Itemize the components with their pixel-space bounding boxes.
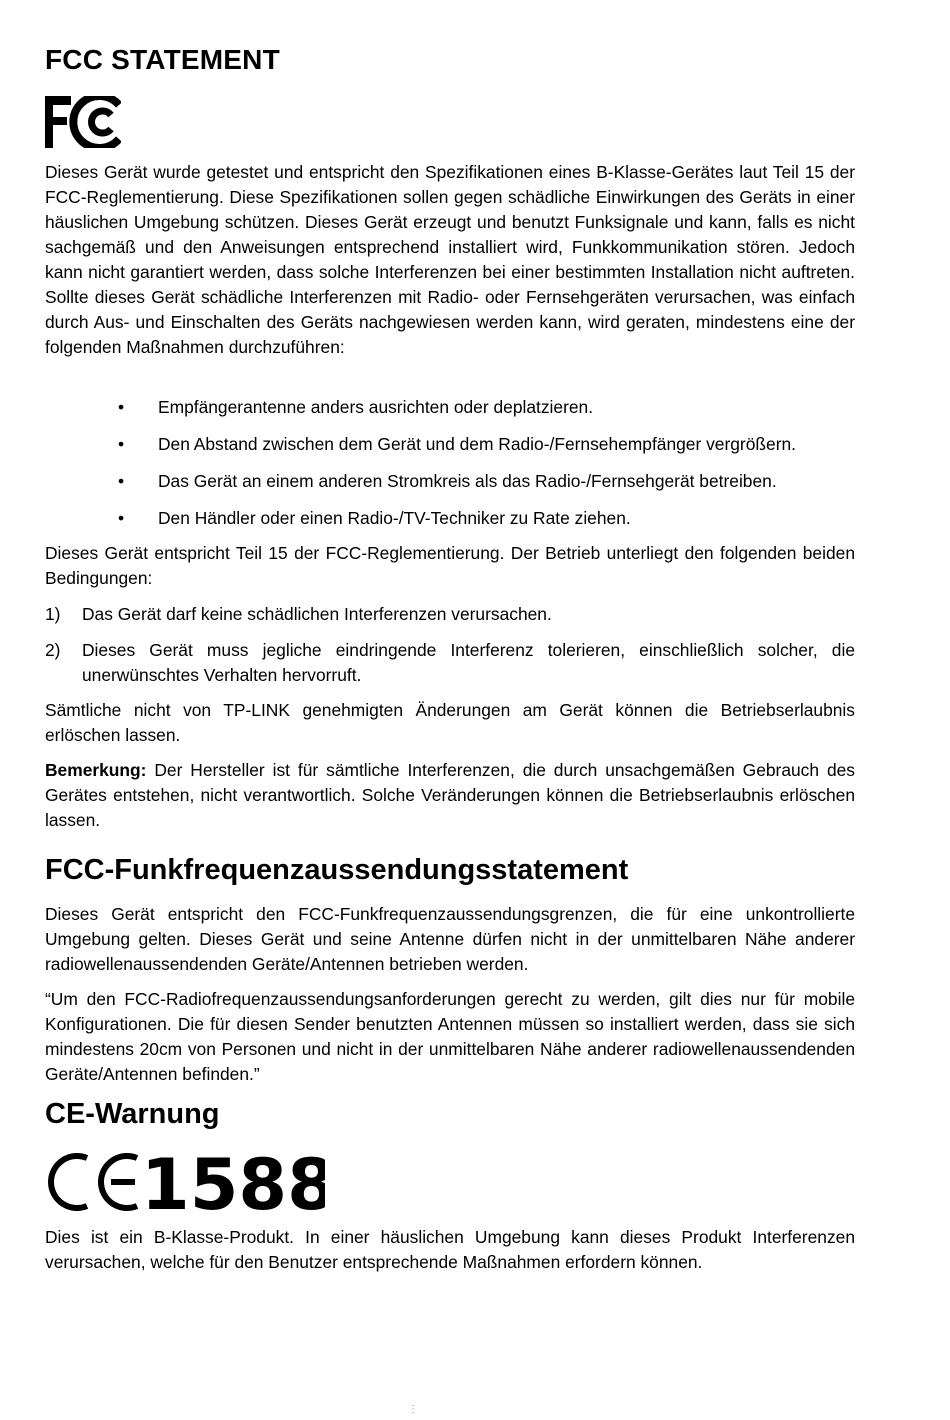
rf-section-title: FCC-Funkfrequenzaussendungsstatement <box>45 854 629 886</box>
measures-list <box>45 395 855 543</box>
list-item: • Das Gerät an einem anderen Stromkreis als das Radio-/Fernsehgerät betreiben. <box>45 469 855 494</box>
list-item <box>45 602 855 627</box>
ce-paragraph: Dies ist ein B-Klasse-Produkt. In einer häuslichen Umgebung kann dieses Produkt Interferenzen verursachen, welche für den Benutzer entsprechende Maßnahmen erfordern können. <box>45 1227 855 1272</box>
page-marker: ⋮ <box>408 1404 418 1415</box>
list-text: Dieses Gerät muss jegliche eindringende Interferenz tolerieren, einschließlich solcher, die unerwünschtes Verhalten hervorruft. <box>82 640 855 685</box>
fcc-intro-paragraph: Dieses Gerät wurde getestet und entspricht den Spezifikationen eines B-Klasse-Gerätes laut Teil 15 der FCC-Reglementierung. Diese Spezifikationen sollen gegen schädliche Einwirkungen des Geräts in einer häuslichen Umgebung schützen. Dieses Gerät erzeugt und benutzt Funksignale und kann, falls es nicht sachgemäß und den Anweisungen entsprechend installiert wird, Funkkommunikation stören. Jedoch kann nicht garantiert werden, dass solche Interferenzen bei einer bestimmten Installation nicht auftreten. Sollte dieses Gerät schädliche Interferenzen mit Radio- oder Fernsehgeräten verursachen, was einfach durch Aus- und Einschalten des Geräts nachgewiesen werden kann, wird geraten, mindestens eine der folgenden Maßnahmen durchzuführen: <box>45 162 855 357</box>
ce-mark-number: 1588 <box>141 1150 325 1214</box>
list-item: • Den Abstand zwischen dem Gerät und dem Radio-/Fernsehempfänger vergrößern. <box>45 432 855 457</box>
changes-note-paragraph: Sämtliche nicht von TP-LINK genehmigten Änderungen am Gerät können die Betriebserlaubnis erlöschen lassen. <box>45 700 855 745</box>
list-number: 1) <box>45 604 61 624</box>
ce-section-title: CE-Warnung <box>45 1098 220 1130</box>
rf-paragraph-1: Dieses Gerät entspricht den FCC-Funkfrequenzaussendungsgrenzen, die für eine unkontrollierte Umgebung gelten. Dieses Gerät und seine Antenne dürfen nicht in der unmittelbaren Nähe anderer radiowellenaussendenden Geräte/Antennen betrieben werden. <box>45 904 855 974</box>
conditions-list <box>45 602 855 699</box>
list-item: • Empfängerantenne anders ausrichten oder deplatzieren. <box>45 395 855 420</box>
list-number: 2) <box>45 640 61 660</box>
remark-label: Bemerkung: <box>45 760 147 780</box>
list-text: Das Gerät darf keine schädlichen Interferenzen verursachen. <box>82 604 552 624</box>
fcc-logo-icon <box>45 96 121 153</box>
rf-paragraph-2: “Um den FCC-Radiofrequenzaussendungsanforderungen gerecht zu werden, gilt dies nur für mobile Konfigurationen. Die für diesen Sender benutzten Antennen müssen so installiert werden, dass sie sich mindestens 20cm von Personen und nicht in der unmittelbaren Nähe anderer radiowellenaussendenden Geräte/Antennen befinden.” <box>45 989 855 1084</box>
list-item: • Den Händler oder einen Radio-/TV-Techniker zu Rate ziehen. <box>45 506 855 531</box>
remark-text: Der Hersteller ist für sämtliche Interferenzen, die durch unsachgemäßen Gebrauch des Gerätes entstehen, nicht verantwortlich. Solche Veränderungen können die Betriebserlaubnis erlöschen lassen. <box>45 760 855 830</box>
fcc-statement-title: FCC STATEMENT <box>45 44 280 75</box>
list-item <box>45 638 855 688</box>
remark-paragraph <box>45 758 855 833</box>
ce-mark-icon <box>45 1150 325 1219</box>
compliance-paragraph: Dieses Gerät entspricht Teil 15 der FCC-Reglementierung. Der Betrieb unterliegt den folgenden beiden Bedingungen: <box>45 543 855 588</box>
